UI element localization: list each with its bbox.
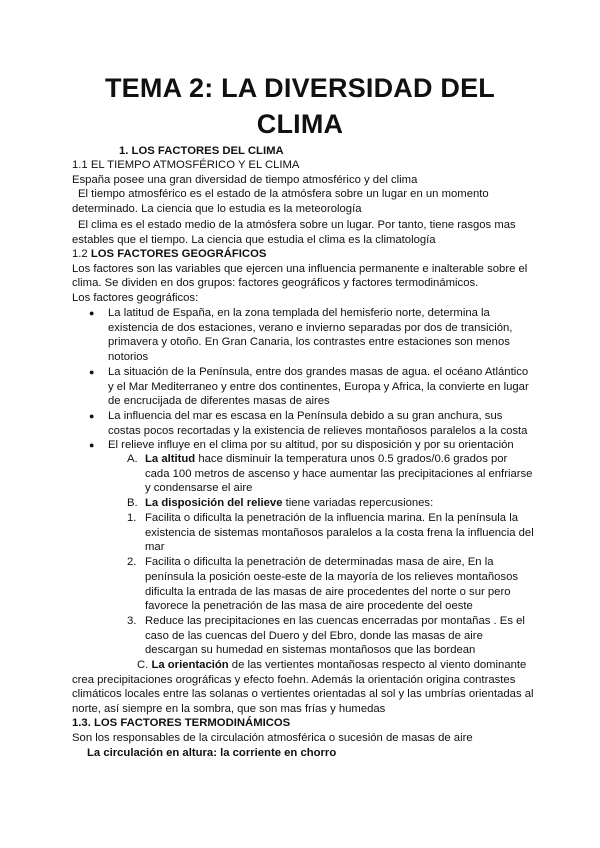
list-item: y el Mar Mediterraneo y entre dos continentes, Europa y Africa, la convierte en lugar <box>108 381 529 393</box>
numbered-item-text: Facilita o dificulta la penetración de la influencia marina. En la península la <box>145 512 519 524</box>
title-line-1: TEMA 2: LA DIVERSIDAD DEL <box>104 73 495 103</box>
list-marker: 2. <box>127 556 137 568</box>
subsection-heading-1-1: 1.1 EL TIEMPO ATMOSFÉRICO Y EL CLIMA <box>72 159 300 171</box>
paragraph: climáticos locales entre las solanas o vertientes orientadas al sol y las umbrías orientadas al <box>72 688 534 700</box>
bullet-icon: ● <box>89 411 95 421</box>
paragraph: Son los responsables de la circulación atmosférica o sucesión de masas de aire <box>72 732 473 744</box>
sublist-item-disposicion <box>145 496 433 510</box>
term-altitud: La altitud <box>145 453 196 465</box>
paragraph: Los factores geográficos: <box>72 292 199 304</box>
numbered-item-text: mar <box>145 541 165 553</box>
list-item: La situación de la Península, entre dos grandes masas de agua. el océano Atlántico <box>108 366 529 378</box>
list-item: de encrucijada de diferentes masas de aires <box>108 395 330 407</box>
subsection-heading-1-3: 1.3. LOS FACTORES TERMODINÁMICOS <box>72 717 291 729</box>
numbered-item-text: Reduce las precipitaciones en las cuencas encerradas por montañas . Es el <box>145 615 525 627</box>
sublist-item-altitud <box>145 452 507 466</box>
list-item: primavera y otoño. En Gran Canaria, los contrastes entre estaciones son menos <box>108 336 510 348</box>
list-marker: 1. <box>127 512 137 524</box>
sublist-item-text: cada 100 metros de ascenso y hace aumentar las precipitaciones al enfriarse <box>145 468 533 480</box>
list-item: La latitud de España, en la zona templada del hemisferio norte, determina la <box>108 307 490 319</box>
subsection-number: 1.2 <box>72 248 88 260</box>
list-item: costas pocos recortadas y la existencia de relieves montañosos paralelos a la costa <box>108 425 528 437</box>
numbered-item-text: Facilita o dificulta la penetración de determinadas masa de aire, En la <box>145 556 494 568</box>
numbered-item-text: descargan su humedad en sistemas montañosos que las bordean <box>145 644 476 656</box>
paragraph: norte, así siempre en la sombra, que son mas frías y humedas <box>72 703 386 715</box>
title-line-2: CLIMA <box>256 109 344 139</box>
item-text: hace disminuir la temperatura unos 0.5 grados/0.6 grados por <box>195 453 508 465</box>
item-text: tiene variadas repercusiones: <box>282 497 434 509</box>
bullet-icon: ● <box>89 440 95 450</box>
sub-heading: La circulación en altura: la corriente en chorro <box>87 747 337 759</box>
paragraph: El clima es el estado medio de la atmósfera sobre un lugar. Por tanto, tiene rasgos mas <box>78 219 516 231</box>
numbered-item-text: caso de las cuencas del Duero y del Ebro, donde las masas de aire <box>145 630 483 642</box>
paragraph: España posee una gran diversidad de tiempo atmosférico y del clima <box>72 174 418 186</box>
paragraph: crea precipitaciones orográficas y efecto foehn. Además la orientación origina contrastes <box>72 674 516 686</box>
sublist-item-orientacion <box>137 658 526 672</box>
sublist-item-text: y condensarse el aire <box>145 482 253 494</box>
list-marker: B. <box>127 497 138 509</box>
paragraph: estables que el tiempo. La ciencia que estudia el clima es la climatología <box>72 234 436 246</box>
subsection-title: LOS FACTORES GEOGRÁFICOS <box>90 248 267 260</box>
numbered-item-text: favorece la penetración de las masa de aire procedente del oeste <box>145 600 473 612</box>
list-marker: A. <box>127 453 138 465</box>
list-marker: C. <box>137 659 149 671</box>
paragraph: El tiempo atmosférico es el estado de la atmósfera sobre un lugar en un momento <box>78 188 489 200</box>
term-disposicion: La disposición del relieve <box>145 497 283 509</box>
paragraph: Los factores son las variables que ejercen una influencia permanente e inalterable sobre el <box>72 263 528 275</box>
list-item: El relieve influye en el clima por su altitud, por su disposición y por su orientación <box>108 439 514 451</box>
bullet-icon: ● <box>89 308 95 318</box>
list-item: La influencia del mar es escasa en la Península debido a su gran anchura, sus <box>108 410 503 422</box>
numbered-item-text: dificulta la entrada de las masas de aire procedentes del norte o sur pero <box>145 586 511 598</box>
list-item: existencia de dos estaciones, verano e invierno separadas por dos de transición, <box>108 322 513 334</box>
list-item: notorios <box>108 351 149 363</box>
term-orientacion: La orientación <box>151 659 229 671</box>
numbered-item-text: existencia de sistemas montañosos paralelos a la costa frena la influencia del <box>145 527 534 539</box>
list-marker: 3. <box>127 615 137 627</box>
document-title <box>60 70 540 142</box>
paragraph: clima. Se dividen en dos grupos: factores geográficos y factores termodinámicos. <box>72 277 479 289</box>
section-heading-1: 1. LOS FACTORES DEL CLIMA <box>119 145 284 157</box>
bullet-icon: ● <box>89 367 95 377</box>
paragraph: determinado. La ciencia que lo estudia es la meteorología <box>72 203 362 215</box>
item-text: de las vertientes montañosas respecto al viento dominante <box>228 659 527 671</box>
numbered-item-text: península la posición oeste-este de la mayoría de los relieves montañosos <box>145 571 519 583</box>
subsection-heading-1-2 <box>72 247 266 261</box>
